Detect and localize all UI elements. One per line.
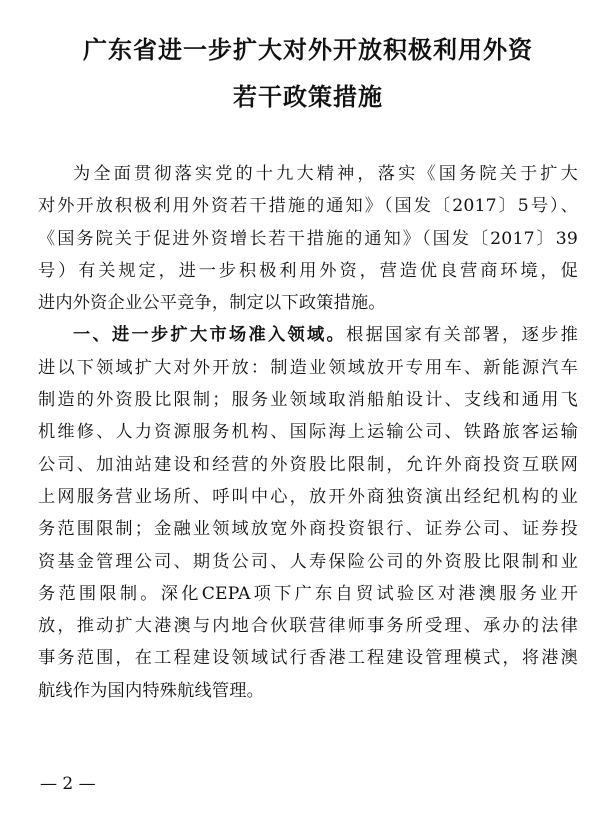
paragraph-2-line: 进以下领域扩大对外开放：制造业领域放开专用车、新能源汽车 [38,357,578,378]
paragraph-2-line: 放，推动扩大港澳与内地合伙联营律师事务所受理、承办的法律 [38,616,578,637]
paragraph-1-line: 为全面贯彻落实党的十九大精神，落实《国务院关于扩大 [73,164,578,184]
document-title-line-1: 广东省进一步扩大对外开放积极利用外资 [83,36,533,64]
section-heading: 一、进一步扩大市场准入领域。 [73,325,347,346]
paragraph-2-line: 制造的外资股比限制；服务业领域取消船舶设计、支线和通用飞 [38,390,578,411]
paragraph-1-line: 进内外资企业公平竞争，制定以下政策措施。 [38,293,386,314]
page-number: — 2 — [40,774,96,794]
paragraph-2-line: 事务范围，在工程建设领域试行香港工程建设管理模式，将港澳 [38,648,578,669]
paragraph-2-line: 公司、加油站建设和经营的外资股比限制，允许外商投资互联网 [38,454,578,475]
paragraph-1-line: 对外开放积极利用外资若干措施的通知》（国发〔2017〕5号）、 [38,196,578,217]
paragraph-2-line: 机维修、人力资源服务机构、国际海上运输公司、铁路旅客运输 [38,422,578,443]
document-body [38,158,578,707]
paragraph-1-line: 号）有关规定，进一步积极利用外资，营造优良营商环境，促 [38,260,578,281]
paragraph-2-line: 航线作为国内特殊航线管理。 [38,680,265,701]
paragraph-2-line: 资基金管理公司、期货公司、人寿保险公司的外资股比限制和业 [38,551,578,572]
paragraph-2-line: 上网服务营业场所、呼叫中心，放开外商独资演出经纪机构的业 [38,486,578,507]
paragraph-2-first-line [38,319,578,351]
document-title-line-2: 若干政策措施 [233,83,383,111]
paragraph-2-first-line-text: 根据国家有关部署，逐步推 [346,325,578,346]
paragraph-2-line: 务范围限制。深化CEPA项下广东自贸试验区对港澳服务业开 [38,583,578,604]
paragraph-2-line: 务范围限制；金融业领域放宽外商投资银行、证券公司、证券投 [38,519,578,540]
paragraph-1-line: 《国务院关于促进外资增长若干措施的通知》（国发〔2017〕39 [38,228,578,249]
